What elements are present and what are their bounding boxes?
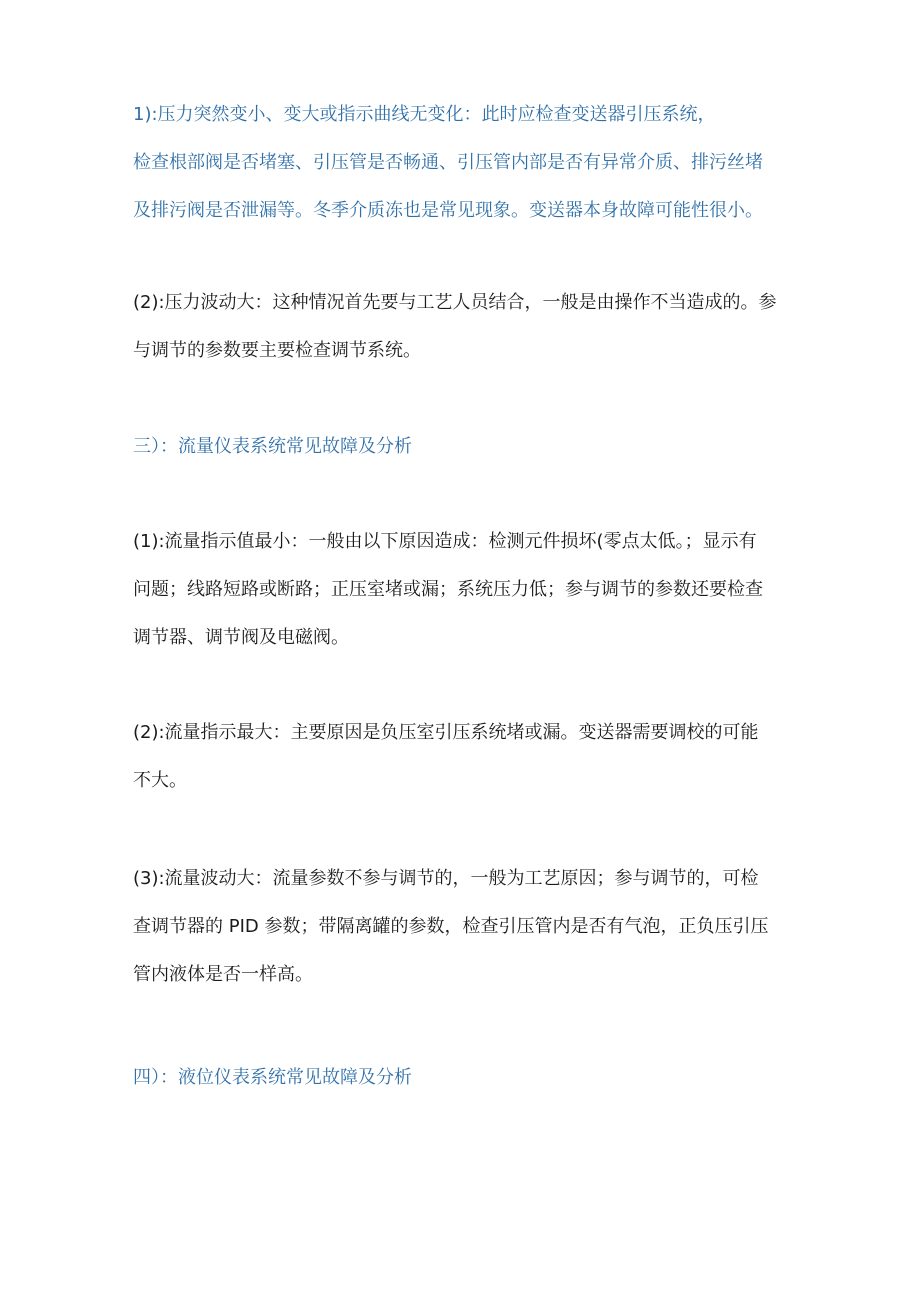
section-heading-level-instruments: 四）：液位仪表系统常见故障及分析	[133, 1067, 412, 1088]
text-line: 与调节的参数要主要检查调节系统。	[133, 340, 421, 361]
paragraph-flow-minimum	[133, 530, 793, 674]
paragraph-flow-fluctuation	[133, 867, 793, 1011]
paragraph-pressure-sudden-change	[133, 103, 793, 247]
text-line: (1):流量指示值最小：一般由以下原因造成：检测元件损坏(零点太低。；显示有	[133, 531, 757, 552]
paragraph-flow-maximum	[133, 721, 793, 817]
text-line: 问题；线路短路或断路；正压室堵或漏；系统压力低；参与调节的参数还要检查	[133, 579, 763, 600]
section-heading-flow-instruments: 三）：流量仪表系统常见故障及分析	[133, 436, 412, 457]
paragraph-pressure-fluctuation	[133, 291, 793, 387]
text-line: 查调节器的 PID 参数；带隔离罐的参数，检查引压管内是否有气泡，正负压引压	[133, 916, 769, 937]
text-line: (2):压力波动大：这种情况首先要与工艺人员结合，一般是由操作不当造成的。参	[133, 292, 777, 313]
text-line: (2):流量指示最大：主要原因是负压室引压系统堵或漏。变送器需要调校的可能	[133, 722, 759, 743]
text-line: 管内液体是否一样高。	[133, 964, 313, 985]
text-line: 及排污阀是否泄漏等。冬季介质冻也是常见现象。变送器本身故障可能性很小。	[133, 200, 763, 221]
text-line: 调节器、调节阀及电磁阀。	[133, 627, 349, 648]
text-line: (3):流量波动大：流量参数不参与调节的，一般为工艺原因；参与调节的，可检	[133, 868, 759, 889]
text-line: 不大。	[133, 770, 187, 791]
text-line: 检查根部阀是否堵塞、引压管是否畅通、引压管内部是否有异常介质、排污丝堵	[133, 152, 763, 173]
text-line: 1):压力突然变小、变大或指示曲线无变化：此时应检查变送器引压系统，	[133, 104, 716, 125]
